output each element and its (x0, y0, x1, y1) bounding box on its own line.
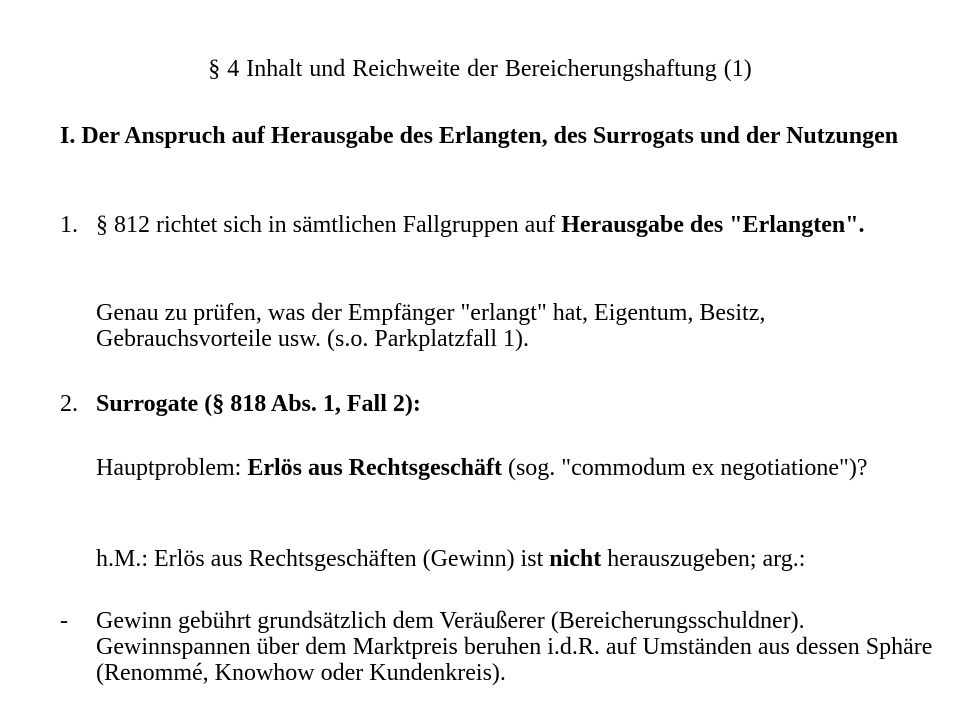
paragraph-genau: Genau zu prüfen, was der Empfänger "erlangt" hat, Eigentum, Besitz, Gebrauchsvorteile usw. (s.o. Parkplatzfall 1). (96, 300, 766, 352)
hm-text: h.M.: Erlös aus Rechtsgeschäften (Gewinn) ist (96, 546, 550, 572)
paragraph-hauptproblem (96, 455, 920, 481)
list-item-2 (60, 391, 956, 417)
list-marker: 2. (60, 391, 78, 417)
hm-bold-text: nicht (549, 546, 602, 572)
bullet-marker: - (60, 608, 68, 634)
list-item-2-text: Surrogate (§ 818 Abs. 1, Fall 2): (96, 391, 421, 417)
hm-rest: herauszugeben; arg.: (601, 546, 806, 572)
paragraph-hm (96, 546, 920, 572)
section-heading: I. Der Anspruch auf Herausgabe des Erlangten, des Surrogats und der Nutzungen (60, 123, 899, 149)
list-item-1-text: § 812 richtet sich in sämtlichen Fallgruppen auf (96, 212, 562, 238)
bullet-item-1 (60, 608, 956, 686)
hauptproblem-label: Hauptproblem: (96, 455, 248, 481)
list-item-1 (60, 212, 956, 238)
hauptproblem-bold-text: Erlös aus Rechtsgeschäft (247, 455, 502, 481)
hauptproblem-rest: (sog. "commodum ex negotiatione")? (501, 455, 868, 481)
slide-title: § 4 Inhalt und Reichweite der Bereicherungshaftung (1) (208, 56, 752, 82)
list-item-1-bold-text: Herausgabe des "Erlangten". (561, 212, 865, 238)
bullet-item-1-text: Gewinn gebührt grundsätzlich dem Veräußerer (Bereicherungsschuldner). Gewinnspannen über dem Marktpreis beruhen i.d.R. auf Umständen aus dessen Sphäre (Renommé, Knowhow oder Kundenkreis). (96, 608, 933, 686)
list-marker: 1. (60, 212, 78, 238)
